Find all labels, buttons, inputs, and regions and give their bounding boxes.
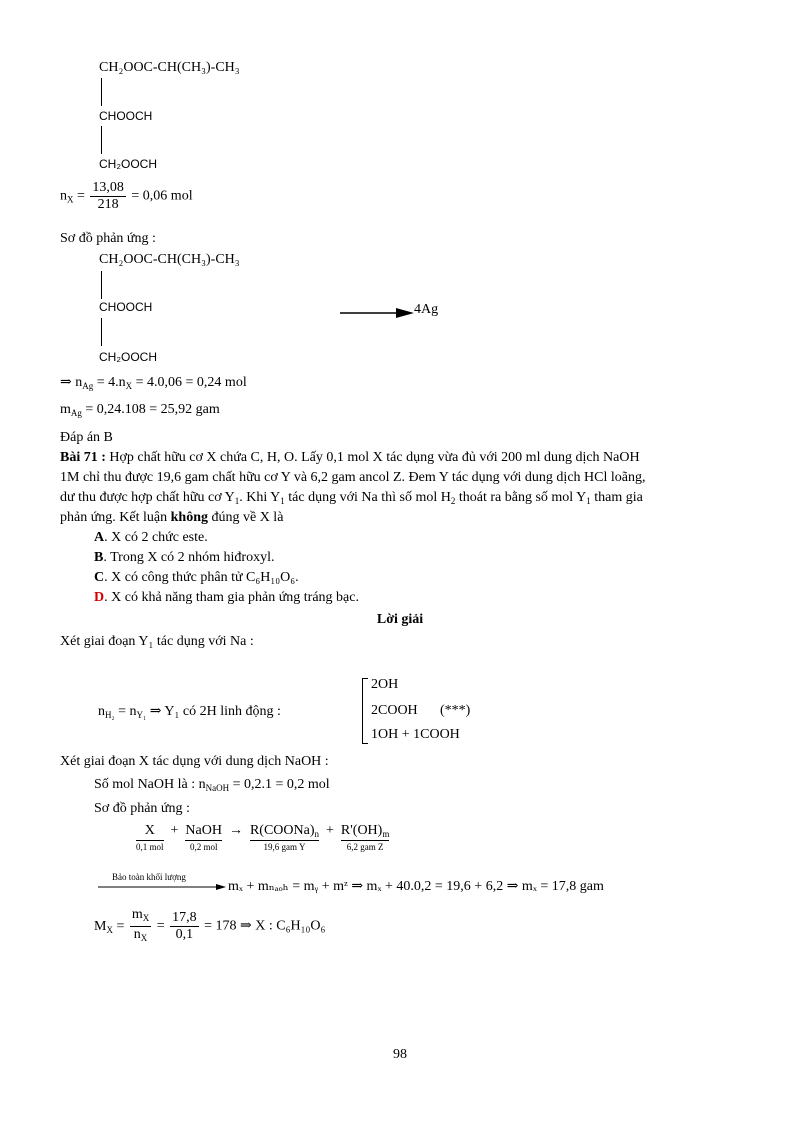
stage1-equation: $n_{H_2} = n_{Y_1}$ ⇒ Y₁ có 2H linh động : (98, 704, 281, 720)
struct2-line2: CHOOCH (99, 300, 153, 314)
nx-equation: $n_X$ = $\frac{13,08}{218}$ = 0,06 mol (60, 180, 193, 212)
problem-line1: Bài 71 : Hợp chất hữu cơ X chứa C, H, O. Lấy 0,1 mol X tác dụng vừa đủ với 200 ml dung dịch NaOH (60, 450, 640, 465)
case-mark: (***) (440, 703, 471, 718)
case-1: 2OH (371, 677, 399, 692)
struct2-bond2 (101, 318, 102, 346)
stage1-title: Xét giai đoạn Y₁ tác dụng với Na : (60, 634, 254, 649)
reactant-naoh: NaOH 0,2 mol (185, 823, 222, 852)
mass-arrow-label: Bảo toàn khối lượng (112, 872, 186, 882)
case-3: 1OH + 1COOH (371, 727, 460, 742)
problem-line2: 1M chỉ thu được 19,6 gam chất hữu cơ Y và 6,2 gam ancol Z. Đem Y tác dụng với dung dịch HCl loãng, (60, 470, 646, 485)
option-b: B. Trong X có 2 nhóm hiđroxyl. (94, 550, 275, 565)
solution-title: Lời giải (376, 612, 424, 627)
problem-line3: dư thu được hợp chất hữu cơ $Y_1$. Khi $Y_1$ tác dụng với Na thì số mol $H_2$ thoát ra bằng số mol $Y_1$ tham gia (60, 490, 643, 506)
mass-arrow-icon (98, 883, 226, 891)
struct1-bond2 (101, 126, 102, 154)
scheme2-title: Sơ đồ phản ứng : (94, 801, 190, 816)
struct1-line2: CHOOCH (99, 109, 153, 123)
reaction-line: X 0,1 mol + NaOH 0,2 mol → $R(COONa)_n$ 19,6 gam Y + $R'(OH)_m$ 6,2 gam Z (136, 823, 390, 852)
struct2-line3: CH₂OOCH (99, 350, 157, 364)
problem-line4: phản ứng. Kết luận không đúng về X là (60, 510, 284, 525)
naoh-moles: Số mol NaOH là : $n_{NaOH} = 0,2.1 = 0,2$ mol (94, 777, 330, 793)
option-d: D. X có khả năng tham gia phản ứng tráng bạc. (94, 590, 359, 605)
nag-equation: ⇒ $n_{Ag} = 4.n_X = 4.0,06 = 0,24$ mol (60, 375, 247, 391)
option-a: A. X có 2 chức este. (94, 530, 208, 545)
cases-bracket (362, 678, 368, 744)
mag-equation: $m_{Ag} = 0,24.108 = 25,92$ gam (60, 402, 220, 418)
mx-equation: $M_X$ = $\frac{m_X}{n_X}$ = $\frac{17,8}{0,1}$ = 178 ⇒ X : C₆H₁₀O₆ (94, 907, 326, 943)
struct1-line3: CH₂OOCH (99, 157, 157, 171)
scheme-title: Sơ đồ phản ứng : (60, 231, 156, 246)
struct2-bond1 (101, 271, 102, 299)
mass-equation: mₓ + mₙₐₒₕ = mᵧ + mᶻ ⇒ mₓ + 40.0,2 = 19,6 + 6,2 ⇒ mₓ = 17,8 gam (228, 879, 604, 894)
struct1-line1: CH₂OOC-CH(CH₃)-CH₃ (99, 60, 240, 75)
product-4ag: 4Ag (414, 302, 439, 317)
case-2: 2COOH (371, 703, 418, 718)
reaction-arrow-icon (340, 306, 414, 320)
page-number: 98 (393, 1047, 407, 1062)
stage2-title: Xét giai đoạn X tác dụng với dung dịch NaOH : (60, 754, 329, 769)
product-z: $R'(OH)_m$ 6,2 gam Z (340, 823, 390, 852)
answer-line: Đáp án B (60, 430, 113, 445)
product-y: $R(COONa)_n$ 19,6 gam Y (249, 823, 320, 852)
option-c: C. X có công thức phân tử C₆H₁₀O₆. (94, 570, 299, 585)
struct2-line1: CH₂OOC-CH(CH₃)-CH₃ (99, 252, 240, 267)
reactant-x: X 0,1 mol (136, 823, 164, 852)
struct1-bond1 (101, 78, 102, 106)
